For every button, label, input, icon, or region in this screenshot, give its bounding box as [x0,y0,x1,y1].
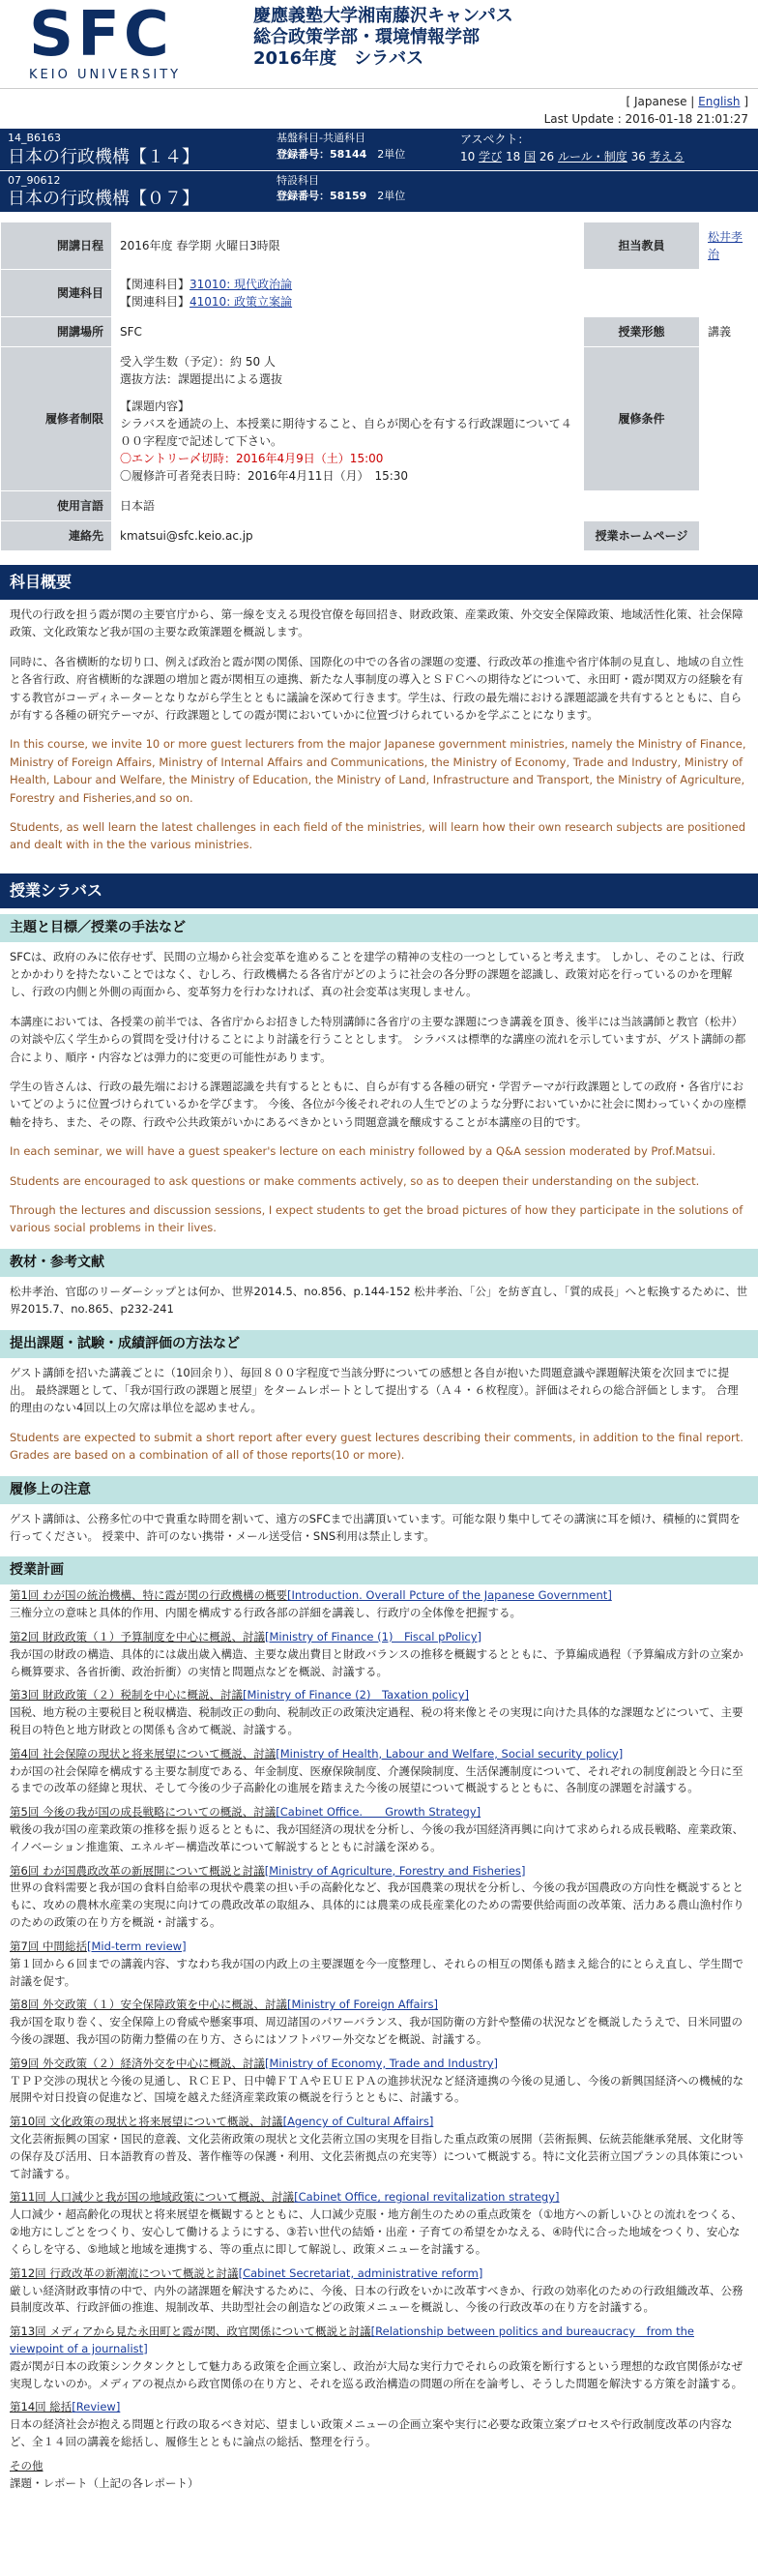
plan-desc: 三権分立の意味と具体的作用、内閣を構成する行政各部の詳細を講義し、行政庁の全体像を把握する。 [10,1606,521,1620]
plan-desc: 第１回から６回までの講義内容、すなわち我が国の内政上の主要課題を今一度整理し、それらの相互の関係も踏まえ総合的にとらえ直し、学生間で討議を促す。 [10,1956,743,1988]
overview-heading: 科目概要 [0,565,758,600]
limit-line: 選抜方法：課題提出による選抜 [120,372,283,386]
logo-sub: KEIO UNIVERSITY [29,68,182,82]
evaluation-text: ゲスト講師を招いた講義ごとに（10回余り）、毎回８００字程度で当該分野についての感想と各自が抱いた問題意識や課題解決策を次回までに提出。 最終課題として、「我が国行政の課題と展望」をタームレポートとして提出する（Ａ４・６枚程度）。評価はそれらの総合評価とします。 合理的理由のない4回以上の欠席は単位を認めません。 [10,1365,739,1415]
plan-en-link[interactable]: [Review] [72,2400,121,2414]
header-titles [253,6,513,70]
plan-desc: ＴＰＰ交渉の現状と今後の見通し、ＲＣＥＰ、日中韓ＦＴＡやＥＵＥＰＡの進捗状況など経済連携の今後の見通し、今後の新興国経済への機械的な展開や対日投資の促進など、国境を越えた経済産業政策の概説を行うとともに、討議する。 [10,2073,743,2105]
plan-title: 第5回 今後の我が国の成長戦略についての概説、討議 [10,1805,277,1820]
language-value: 日本語 [112,491,758,521]
plan-item [0,1626,758,1684]
goals-p2: 本講座においては、各授業の前半では、各省庁からお招きした特別講師に各省庁の主要な課題につき講義を頂き、後半には当該講師と教官（松井）の対談や広く学生からの質問を受け付けることにより討議を行うこととします。 シラバスは標準的な講座の流れを示していますが、ゲスト講師の都合により、順序・内容などは弾力的に変更の可能性があります。 [10,1014,746,1064]
course-name: 日本の行政機構【１４】 [8,146,199,167]
limit-line: 【課題内容】 [120,400,190,413]
plan-title: 第4回 社会保障の現状と将来展望について概説、討議 [10,1746,277,1761]
overview-en2: Students, as well learn the latest challenges in each field of the ministries, will learn how their own research subjects are positioned and dealt with in the the various ministries. [10,819,746,852]
overview-en1: In this course, we invite 10 or more guest lecturers from the major Japanese government ministries, namely the Ministry of Finance, Ministry of Foreign Affairs, Ministry of Internal Affairs and Communications, the Ministry of Economy, Trade and Industry, Ministry of Health, Labour and Welfare, the Ministry of Education, the Ministry of Land, Infrastructure and Transport, the Ministry of Agriculture, Forestry and Fisheries,and so on. [10,737,746,805]
plan-item [0,1860,758,1936]
evaluation-en: Students are expected to submit a short report after every guest lectures describing their comments, in addition to the final report. Grades are based on a combination of all of those reports(10 or more). [10,1430,743,1463]
aspect-num: 26 [539,150,555,163]
plan-desc: わが国の社会保障を構成する主要な制度である、年金制度、医療保険制度、介護保険制度、生活保護制度について、それぞれの制度創設と今日に至るまでの改革の経緯と現状、そして今後の少子高齢化の進展を踏まえた今後の展望について概説するとともに、各制度の課題を討議する。 [10,1763,743,1795]
plan-title: 第2回 財政政策（１）予算制度を中心に概説、討議 [10,1629,265,1643]
aspect-num: 10 [460,150,476,163]
reg-number: 58144 [330,147,367,161]
plan-item [0,2053,758,2111]
goals-en1: In each seminar, we will have a guest speaker's lecture on each ministry followed by a Q&A session moderated by Prof.Matsui. [10,1144,716,1159]
plan-en-link[interactable]: [Ministry of Foreign Affairs] [286,1998,438,2012]
limit-label: 履修者制限 [1,347,112,491]
sfc-logo[interactable] [29,0,232,85]
syllabus-heading: 授業シラバス [0,873,758,908]
notes-heading: 履修上の注意 [0,1476,758,1504]
plan-en-link[interactable]: [Cabinet Secretariat, administrative reform] [238,2265,483,2280]
plan-desc: 国税、地方税の主要税目と税収構造、税制改正の動向、税制改正の政策決定過程、税の将来像とその実現に向けた具体的な課題などについて、主要税目の特色と地方財政との関係も含めて概説、討議する。 [10,1705,743,1736]
related-prefix: 【関連科目】 [120,278,190,291]
course-row-1 [0,128,758,170]
plan-item [0,1936,758,1994]
overview-p1: 現代の行政を担う霞が関の主要官庁から、第一線を支える現役官僚を毎回招き、財政政策、産業政策、外交安全保障政策、地域活性化策、社会保障政策、文化政策など我が国の主要な政策課題を概説します。 [10,607,743,639]
plan-en-link[interactable]: [Ministry of Finance (2) Taxation policy] [242,1688,470,1703]
course-category: 基盤科目-共通科目 [277,132,365,144]
plan-en-link[interactable]: [Agency of Cultural Affairs] [282,2115,434,2129]
plan-en-link[interactable]: [Relationship between politics and bureaucracy from the viewpoint of a journalist] [10,2324,694,2355]
plan-item [0,2111,758,2186]
place-label: 開講場所 [1,317,112,347]
plan-title: 第12回 行政改革の新潮流について概説と討議 [10,2265,239,2280]
goals-en3: Through the lectures and discussion sessions, I expect students to get the broad pictures of how they participate in the solutions of various social problems in their lives. [10,1202,743,1235]
reg-number: 58159 [330,190,367,202]
site-header [0,0,758,89]
plan-item [0,2263,758,2321]
contact-value: kmatsui@sfc.keio.ac.jp [112,521,584,551]
goals-p3: 学生の皆さんは、行政の最先端における課題認識を共有するとともに、自らが有する各種の研究・学習テーマが行政課題としての政府・各省庁においてどのように位置づけられているかを学びます。 今後、各位が今後それぞれの人生でどのような分野においていかに社会に関わっていくかの座標軸を持ち、また、その際、行政や公共政策がいかにあるべきかという問題意識を醸成することが本講座の目的です。 [10,1080,746,1129]
aspects-label: アスペクト： [460,133,530,146]
plan-title: 第3回 財政政策（２）税制を中心に概説、討議 [10,1688,243,1703]
books-heading: 教材・参考文献 [0,1249,758,1277]
plan-en-link[interactable]: [Ministry of Agriculture, Forestry and Fisheries] [264,1863,526,1878]
aspect-link-rule[interactable]: ルール・制度 [558,150,627,163]
reg-label: 登録番号： [277,190,330,202]
plan-desc: 厳しい経済財政事情の中で、内外の諸課題を解決するために、今後、日本の行政をいかに改革すべきか、行政の効率化のための行政組織改革、公務員制度改革、行政評価の推進、規制改革、共助型社会の創造などの政策メニューを概説し、今後の行政改革の在り方を討議する。 [10,2283,743,2315]
plan-desc: 戦後の我が国の産業政策の推移を振り返るとともに、我が国経済の現状を分析し、今後の我が国経済再興に向けて求められる成長戦略、産業政策、イノベーション推進策、エネルギー構造改革について解説するとともに討議を深める。 [10,1822,743,1853]
plan-desc: 霞が関が日本の政策シンクタンクとして魅力ある政策を企画立案し、政治が大局な実行力でそれらの政策を断行するという理想的な政官関係がなぜ実現しないのか。メディアの視点から政官関係の在り方と、それを巡る政治構造の問題の所在を論考し、そうした問題を解決する方策を討議する。 [10,2358,743,2390]
reg-label: 登録番号： [277,147,330,161]
plan-other [0,2455,758,2497]
limit-line: 受入学生数（予定）：約 50 人 [120,355,276,369]
last-update: Last Update : 2016-01-18 21:01:27 [543,112,748,126]
plan-desc: 我が国の財政の構造、具体的には歳出歳入構造、主要な歳出費目と財政バランスの推移を概観するとともに、予算編成過程（予算編成方針の立案から概算要求、各省折衝、政治折衝）の実情と問題点などを概説、討議する。 [10,1646,743,1678]
aspect-link-think[interactable]: 考える [649,150,685,163]
lang-prefix: [ Japanese | [626,95,699,108]
aspects [454,129,758,170]
entry-deadline: 〇エントリー〆切時：2016年4月9日（土）15:00 [120,452,384,465]
plan-item [0,1994,758,2052]
books-text: 松井孝治、官邸のリーダーシップとは何か、世界2014.5、no.856、p.144-152 松井孝治、「公」を紡ぎ直し、「質的成長」へと転換するために、世界2015.7、no.865、p232-241 [10,1284,748,1317]
schedule-label: 開講日程 [1,222,112,270]
other-desc: 課題・レポート（上記の各レポート） [10,2475,199,2490]
plan-en-link[interactable]: [Cabinet Office. Growth Strategy] [276,1805,481,1820]
plan-item [0,2186,758,2262]
plan-item [0,2321,758,2396]
condition-label: 履修条件 [584,347,700,491]
language-label: 使用言語 [1,491,112,521]
plan-en-link[interactable]: [Introduction. Overall Pcture of the Japanese Government] [286,1588,612,1603]
other-title: その他 [10,2458,44,2472]
plan-item [0,1684,758,1742]
plan-en-link[interactable]: [Ministry of Economy, Trade and Industry] [264,2056,499,2070]
plan-title: 第8回 外交政策（１）安全保障政策を中心に概説、討議 [10,1998,287,2012]
credits: 2単位 [377,190,406,202]
plan-title: 第9回 外交政策（２）経済外交を中心に概説、討議 [10,2056,265,2070]
faculty-title: 総合政策学部・環境情報学部 [253,27,480,47]
overview-p2: 同時に、各省横断的な切り口、例えば政治と霞が関の関係、国際化の中での各省の課題の変遷、行政改革の推進や省庁体制の見直し、地域の自立性と各省行政、府省横断的な課題の増加と霞が関相互の連携、新たな人事制度の導入とＳＦＣへの期待などについて、永田町・霞が関双方の経験を有する教官がコーディネーターとなりながら学生とともに議論を深めて行きます。学生は、行政の最先端における課題認識を共有するとともに、自らが有する各種の研究テーマが、行政課題としての霞が関においていかに位置づけられているかを学ぶことになります。 [10,654,743,722]
form-value: 講義 [700,317,758,347]
course-row-2 [0,170,758,213]
limit-line: 〇履修許可者発表日時：2016年4月11日（月） 15:30 [120,469,409,483]
related-link-1[interactable]: 31010: 現代政治論 [190,278,293,291]
plan-heading: 授業計画 [0,1556,758,1584]
related-label: 関連科目 [1,270,112,317]
goals-p1: SFCは、政府のみに依存せず、民間の立場から社会変革を進めることを建学の精神の支柱の一つとしていると考えます。 しかし、そのことは、行政とかかわりを持たないことではなく、むしろ、行政機構たる各省庁がどのように社会の各分野の課題を認識し、政策対応を行っているのかを理解し、行政の内側と外側の両面から、変革努力を行わなければ、真の社会変革は実現しません。 [10,949,744,999]
plan-item [0,1584,758,1626]
limit-value [112,347,584,491]
plan-desc: 世界の食料需要と我が国の食料自給率の現状や農業の担い手の高齢化など、我が国農業の現状を分析し、今後の我が国農政の方向性を概説するとともに、攻めの農林水産業の実現に向けての農政改革の取組み、具体的には農業の成長産業化のための需要供給両面の改革策、活力ある農山漁村作りのための政策の在り方を概説・討議する。 [10,1880,744,1930]
campus-title: 慶應義塾大学湘南藤沢キャンパス [253,6,513,26]
plan-title: 第7回 中間総括 [10,1939,87,1953]
course-info-table [0,222,758,551]
aspect-link-kuni[interactable]: 国 [524,150,537,163]
logo-mark: SFC [29,0,173,71]
plan-title: 第1回 わが国の統治機構、特に霞が関の行政機構の概要 [10,1588,287,1603]
plan-title: 第13回 メディアから見た永田町と霞が関、政官関係について概説と討議 [10,2324,371,2339]
form-label: 授業形態 [584,317,700,347]
notes-text: ゲスト講師は、公務多忙の中で貴重な時間を割いて、遠方のSFCまで出講頂いています。可能な限り集中してその講演に耳を傾け、積極的に質問を行ってください。 授業中、許可のない携帯・メール送受信・SNS利用は禁止します。 [10,1511,741,1543]
plan-en-link[interactable]: [Ministry of Health, Labour and Welfare, Social security policy] [276,1746,624,1761]
limit-line: シラバスを通読の上、本授業に期待すること、自らが関心を有する行政課題について４００字程度で記述して下さい。 [120,417,572,448]
plan-en-link[interactable]: [Mid-term review] [86,1939,187,1953]
plan-desc: 日本の経済社会が抱える問題と行政の取るべき対応、望ましい政策メニューの企画立案や実行に必要な政策立案プロセスや行政制度改革の内容など、全１４回の講義を総括し、履修生とともに論点の総括、整理を行う。 [10,2417,733,2449]
plan-title: 第10回 文化政策の現状と将来展望について概説、討議 [10,2115,283,2129]
syllabus-year-title: 2016年度 シラバス [253,48,424,69]
plan-en-link[interactable]: [Ministry of Finance (1) Fiscal pPolicy] [264,1629,482,1643]
plan-desc: 人口減少・超高齢化の現状と将来展望を概観するとともに、人口減少克服・地方創生のための重点政策を（①地方への新しいひとの流れをつくる、②地方にしごとをつくり、安心して働けるようにする、③若い世代の結婚・出産・子育ての希望をかなえる、④時代に合った地域をつくり、安心なくらしを守る、⑤地域と地域を連携する、等の重点に即して解説し、政策メニューを討議する。 [10,2207,743,2256]
teacher-link[interactable]: 松井孝治 [708,230,743,261]
plan-item [0,2396,758,2454]
plan-desc: 我が国を取り巻く、安全保障上の脅威や懸案事項、周辺諸国のパワーバランス、我が国防衛の方針や整備の状況などを概説したうえで、日米同盟の今後の課題、我が国の防衛力整備の在り方、さらにはソフトパワー外交などを概説、討議する。 [10,2015,743,2046]
aspect-num: 18 [505,150,521,163]
plan-en-link[interactable]: [Cabinet Office, regional revitalization strategy] [294,2190,560,2205]
plan-desc: 文化芸術振興の国家・国民的意義、文化芸術政策の現状と文化芸術立国の実現を目指した重点政策の展開（芸術振興、伝統芸能継承発展、文化財等の保存及び活用、日本語教育の普及、著作権等の保護・利用、文化芸術拠点の充実等）について概説する。特に文化芸術立国プランの具体策について討議する。 [10,2132,743,2180]
language-switcher [0,89,758,110]
evaluation-heading: 提出課題・試験・成績評価の方法など [0,1330,758,1358]
homepage-label: 授業ホームページ [584,521,700,551]
plan-title: 第14回 総括 [10,2400,73,2414]
lesson-plan-list [0,1584,758,2455]
related-link-2[interactable]: 41010: 政策立案論 [190,295,293,309]
course-code: 07_90612 [8,173,61,187]
english-link[interactable]: English [698,95,741,108]
course-name: 日本の行政機構【０７】 [8,189,199,209]
course-category: 特設科目 [277,173,319,187]
course-code: 14_B6163 [8,132,62,144]
aspect-num: 36 [630,150,646,163]
lang-suffix: ] [740,95,748,108]
plan-item [0,1743,758,1801]
credits: 2単位 [377,147,406,161]
goals-en2: Students are encouraged to ask questions or make comments actively, so as to deepen their understanding on the subject. [10,1173,700,1188]
goals-heading: 主題と目標／授業の手法など [0,914,758,942]
plan-title: 第6回 わが国農政改革の新展開について概説と討議 [10,1863,265,1878]
related-prefix: 【関連科目】 [120,295,190,309]
plan-title: 第11回 人口減少と我が国の地域政策について概説、討議 [10,2190,295,2205]
place-value: SFC [112,317,584,347]
teacher-label: 担当教員 [584,222,700,270]
aspect-link-manabi[interactable]: 学び [479,150,503,163]
plan-item [0,1801,758,1859]
contact-label: 連絡先 [1,521,112,551]
schedule-value: 2016年度 春学期 火曜日3時限 [112,222,584,270]
